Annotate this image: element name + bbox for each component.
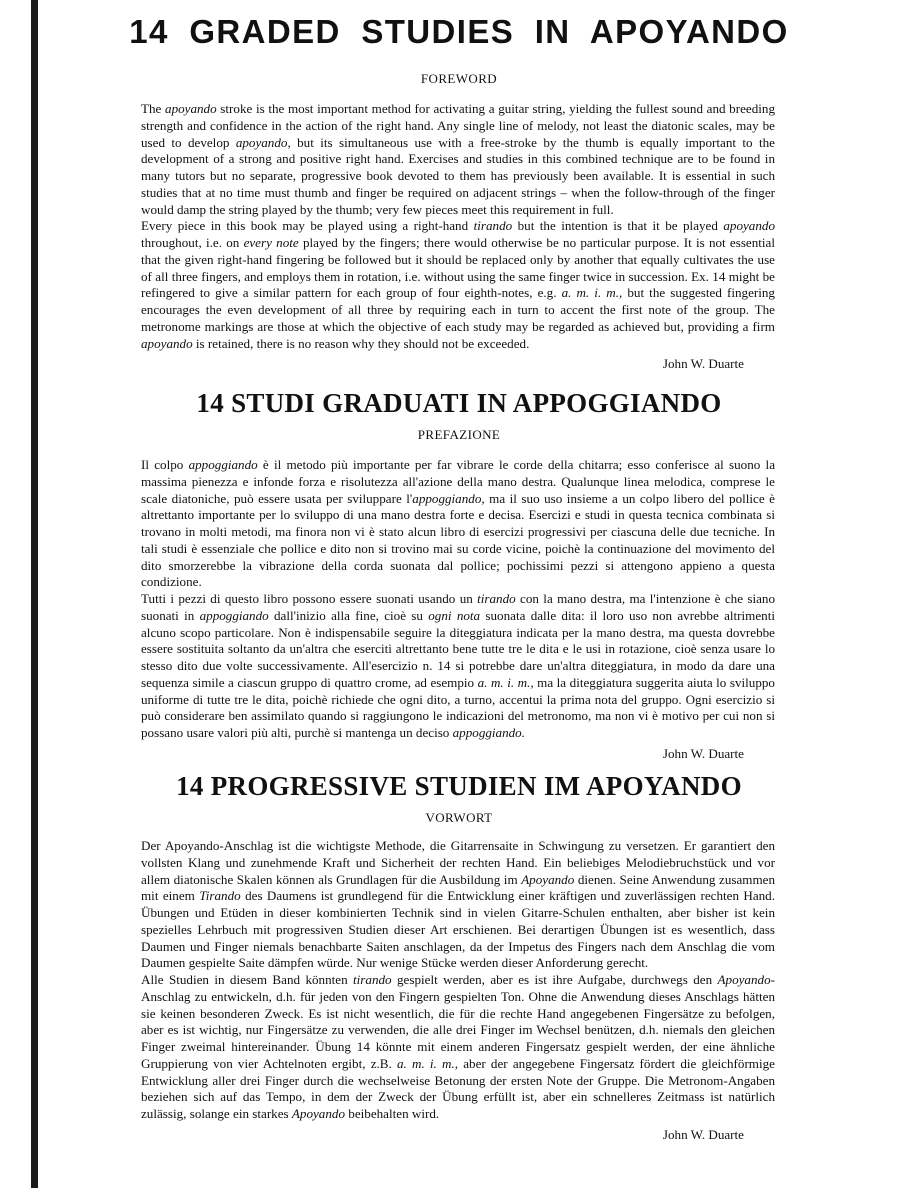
italic-run: apoyando bbox=[141, 335, 193, 351]
italic-run: appoggiando bbox=[199, 607, 269, 623]
italic-run: appoggiando. bbox=[452, 725, 526, 740]
paragraph: The apoyando stroke is the most important method for activating a guitar string, yielding the fullest sound and breeding strength and confidence in the action of the right hand. Any single line of melody, not least the diatonic scales, may be used to develop apoyando, but its simultaneous use with a free-stroke by the thumb is equally important to the development of a strong and positive right hand. Exercises and studies in this combined technique are to be found in many tutors but no separate, progressive book devoted to them has previously been available. It is essential in such studies that at no time must thumb and finger be required on adjacent strings – when the follow-through of the finger would damp the string played by the thumb; very few pieces meet this requirement in full. bbox=[141, 101, 775, 217]
paragraph: Tutti i pezzi di questo libro possono essere suonati usando un tirando con la mano destra, ma l'intenzione è che siano suonati in appoggiando dall'inizio alla fine, cioè su ogni nota suonata dalle dita: il loro uso non avrebbe altrimenti alcuno scopo particolare. Non è indispensabile seguire la diteggiatura indicata per la mano destra, ma questa dovrebbe essere sostituita soltanto da un'altra che eserciti altrettanto bene tutte tre le dita e le usi in rotazione, cioè senza usare lo stesso dito due volte successivamente. All'esercizio n. 14 si potrebbe dare un'altra diteggiatura, in modo da dare una sequenza simile a ciascun gruppo di quattro crome, ad esempio a. m. i. m., ma la diteggiatura suggerita aiuta lo sviluppo uniforme di tutte tre le dita, poichè richiede che ogni dito, a turno, accentui la prima nota del gruppo. Ogni esercizio si può considerare ben assimilato quando si raggiungono le indicazioni del metronomo, ma non vi è motivo per cui non si possano usare valori più alti, purchè si mantenga un deciso appoggiando. bbox=[141, 591, 775, 740]
italic-run: Apoyando bbox=[291, 1106, 345, 1121]
paragraph: Every piece in this book may be played using a right-hand tirando but the intention is that it be played apoyando throughout, i.e. on every note played by the fingers; there would otherwise be no particular purpose. It is not essential that the given right-hand fingering be followed but it should be replaced only by another that equally cultivates the use of all three fingers, and employs them in rotation, i.e. without using the same finger twice in succession. Ex. 14 might be refingered to give a similar pattern for each group of four eighth-notes, e.g. a. m. i. m., but the suggested fingering encourages the even development of all three by requiring each in turn to accent the first note of the group. The metronome markings are those at which the objective of each study may be regarded as achieved but, providing a firm apoyando is retained, there is no reason why they should not be exceeded. bbox=[141, 218, 776, 351]
italic-run: tirando bbox=[353, 972, 392, 987]
italic-run: Tirando bbox=[199, 888, 241, 904]
italian-body bbox=[141, 457, 775, 742]
italic-run: Apoyando bbox=[717, 972, 771, 987]
paragraph: Il colpo appoggiando è il metodo più importante per far vibrare le corde della chitarra; esso conferisce al suono la massima pienezza e infonde forza e risolutezza all'azione della mano destra. Qualunque linea melodica, comprese le scale diatoniche, può essere usata per sviluppare l'appoggiando, ma il suo uso insieme a un colpo libero del pollice è altrettanto importante per lo sviluppo di una mano destra forte e decisa. Esercizi e studi in questa tecnica combinata si trovano in molti metodi, ma finora non vi è stato alcun libro di esercizi progressivi per ciascuna delle due tecniche. In tali studi è essenziale che pollice e dito non si trovino mai su corde vicine, poichè la continuazione del movimento del dito smorzerebbe la vibrazione della corda suonata dal pollice; pochissimi pezzi si attengono appieno a questa condizione. bbox=[141, 457, 776, 590]
german-body bbox=[141, 838, 775, 1123]
italian-title: 14 STUDI GRADUATI IN APPOGGIANDO bbox=[196, 388, 722, 418]
german-title: 14 PROGRESSIVE STUDIEN IM APOYANDO bbox=[176, 771, 742, 801]
italic-run: apoyando, bbox=[235, 134, 291, 150]
italian-signature: John W. Duarte bbox=[662, 745, 744, 761]
italic-run: every note bbox=[243, 235, 299, 250]
italic-run: apoyando bbox=[723, 218, 775, 234]
italian-subtitle: PREFAZIONE bbox=[417, 427, 501, 442]
paragraph: Der Apoyando-Anschlag ist die wichtigste Methode, die Gitarrensaite in Schwingung zu versetzen. Er garantiert den vollsten Klang und zunehmende Kraft und Sicherheit der rechten Hand. Ein beliebiges Melodiebruchstück und vor allem diatonische Skalen können als Grundlagen für die Ausbildung im Apoyando dienen. Seine Anwendung zusammen mit einem Tirando des Daumens ist grundlegend für die Entwicklung einer kräftigen und zuverlässigen rechten Hand. Übungen und Etüden in dieser kombinierten Technik sind in vielen Gitarre-Schulen enthalten, aber bisher ist kein spezielles Lehrbuch mit progressiven Studien dieser Art erschienen. Bei derartigen Übungen ist es wesentlich, dass Daumen und Finger niemals benachbarte Saiten anschlagen, da der Impetus des Fingers nach dem Anschlag die vom Daumen gespielte Saite dämpfen würde. Nur wenige Stücke werden dieser Anforderung gerecht. bbox=[141, 838, 776, 971]
english-title: 14 GRADED STUDIES IN APOYANDO bbox=[129, 13, 789, 50]
italic-run: appoggiando bbox=[188, 457, 258, 472]
english-subtitle: FOREWORD bbox=[420, 71, 498, 86]
italic-run: tirando bbox=[473, 218, 513, 234]
english-body bbox=[141, 101, 775, 352]
german-signature: John W. Duarte bbox=[662, 1126, 744, 1142]
italic-run: apoyando bbox=[165, 101, 217, 116]
english-signature: John W. Duarte bbox=[662, 356, 744, 372]
italic-run: a. m. i. m., bbox=[561, 285, 623, 301]
german-section bbox=[0, 770, 918, 1143]
italian-section bbox=[0, 387, 918, 762]
italic-run: a. m. i. m., bbox=[396, 1055, 459, 1071]
italic-run: Apoyando bbox=[521, 871, 575, 887]
paragraph: Alle Studien in diesem Band könnten tirando gespielt werden, aber es ist ihre Aufgabe, durchwegs den Apoyando-Anschlag zu entwickeln, d.h. für jeden von den Fingern gespielten Ton. Ohne die Anwendung dieses Anschlags hätten sie keinen besonderen Zweck. Es ist nicht wesentlich, die für die rechte Hand angegebenen Fingersätze zu befolgen, aber es ist wichtig, nur Fingersätze zu verwenden, die alle drei Finger im Wechsel benützen, d.h. niemals den gleichen Finger zweimal hintereinander. Übung 14 könnte mit einem anderen Fingersatz gespielt werden, der eine ähnliche Gruppierung von vier Achtelnoten ergibt, z.B. a. m. i. m., aber der angegebene Fingersatz fördert die gleichförmige Entwicklung aller drei Finger durch die wechselweise Betonung der ersten Note der Gruppe. Die Metronom-Angaben beziehen sich auf das Tempo, in dem der Zweck der Übung erfüllt ist, aber ein schnelleres Zeitmass ist natürlich zulässig, solange ein starkes Apoyando beibehalten wird. bbox=[141, 972, 775, 1121]
german-subtitle: VORWORT bbox=[425, 810, 493, 825]
italic-run: tirando bbox=[477, 591, 516, 606]
italic-run: a. m. i. m., bbox=[477, 674, 534, 690]
italic-run: ogni nota bbox=[428, 607, 481, 623]
english-section bbox=[0, 14, 918, 372]
italic-run: appoggiando, bbox=[412, 490, 485, 506]
